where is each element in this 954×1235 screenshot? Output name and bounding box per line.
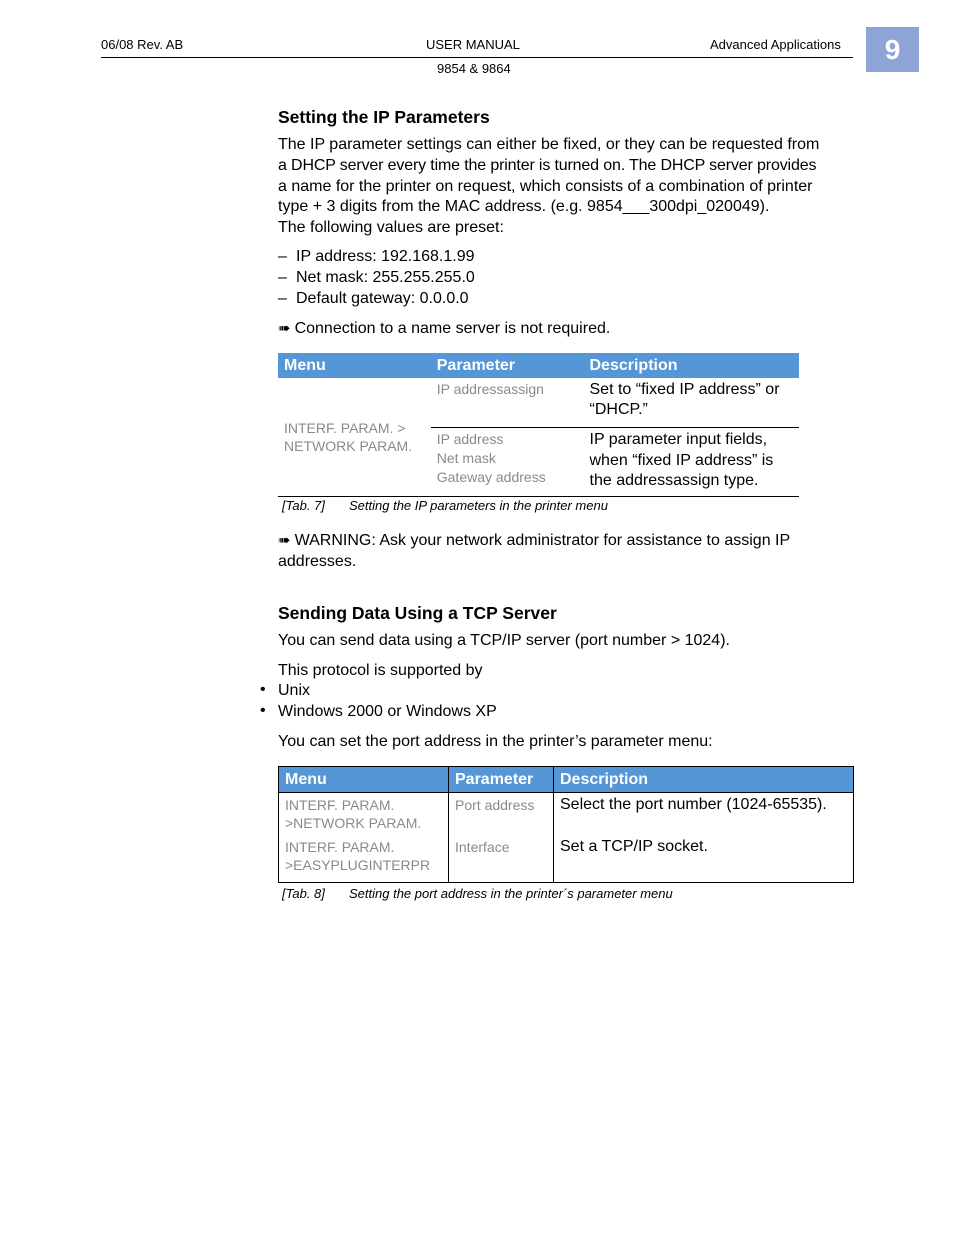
system-unix: Unix [278,682,311,699]
note-name-server: ➠ Connection to a name server is not required. [278,320,611,337]
header-models: 9854 & 9864 [437,61,511,76]
preset-ip: – IP address: 192.168.1.99 [278,248,475,265]
col-header-description: Description [584,353,800,378]
port-address-table [278,766,854,883]
caption-tab7: [Tab. 7] Setting the IP parameters in the printer menu [282,498,608,513]
ip-parameter-table [278,353,799,497]
header-rule [101,57,853,58]
chapter-tab: 9 [866,27,919,72]
bullet-icon: • [260,681,266,698]
bullet-icon: • [260,702,266,719]
section-title-ip: Setting the IP Parameters [278,107,490,127]
arrow-right-icon: ➠ [278,320,291,337]
tcp-intro: You can send data using a TCP/IP server (port number > 1024). [278,632,730,649]
header-date-rev: 06/08 Rev. AB [101,37,184,52]
param-addressassign: IP addressassign [431,378,584,428]
preset-netmask: – Net mask: 255.255.255.0 [278,269,475,286]
col-header-parameter: Parameter [431,353,584,378]
supported-by: This protocol is supported by [278,662,483,679]
warning-note: ➠ WARNING: Ask your network administrator for assistance to assign IP addresses. [278,532,791,570]
param-ip-fields: IP address Net mask Gateway address [431,428,584,497]
col-header-parameter: Parameter [449,767,554,793]
desc-addressassign: Set to “fixed IP address” or “DHCP.” [584,378,800,428]
menu-path-cell: INTERF. PARAM. > NETWORK PARAM. [278,378,431,497]
header-section: Advanced Applications [710,37,841,52]
caption-tab8: [Tab. 8] Setting the port address in the printer´s parameter menu [282,886,673,901]
header-manual: USER MANUAL [426,37,520,52]
table-row: INTERF. PARAM. >EASYPLUGINTERPR Interface Set a TCP/IP socket. [279,836,854,883]
system-windows: Windows 2000 or Windows XP [278,703,497,720]
col-header-description: Description [554,767,854,793]
arrow-right-icon: ➠ [278,532,291,549]
desc-ip-fields: IP parameter input fields, when “fixed IP address” is the addressassign type. [584,428,800,497]
port-intro: You can set the port address in the printer’s parameter menu: [278,733,713,750]
table-row: INTERF. PARAM. >NETWORK PARAM. Port address Select the port number (1024-65535). [279,793,854,837]
col-header-menu: Menu [279,767,449,793]
preset-gateway: – Default gateway: 0.0.0.0 [278,290,469,307]
col-header-menu: Menu [278,353,431,378]
section-title-tcp: Sending Data Using a TCP Server [278,603,557,623]
ip-paragraph: The IP parameter settings can either be fixed, or they can be requested from a DHCP server every time the printer is turned on. The DHCP server provides a name for the printer on request, which consists of a combination of printer type + 3 digits from the MAC address. (e.g. 9854___300dpi_020049). The following values are preset: [278,136,820,237]
